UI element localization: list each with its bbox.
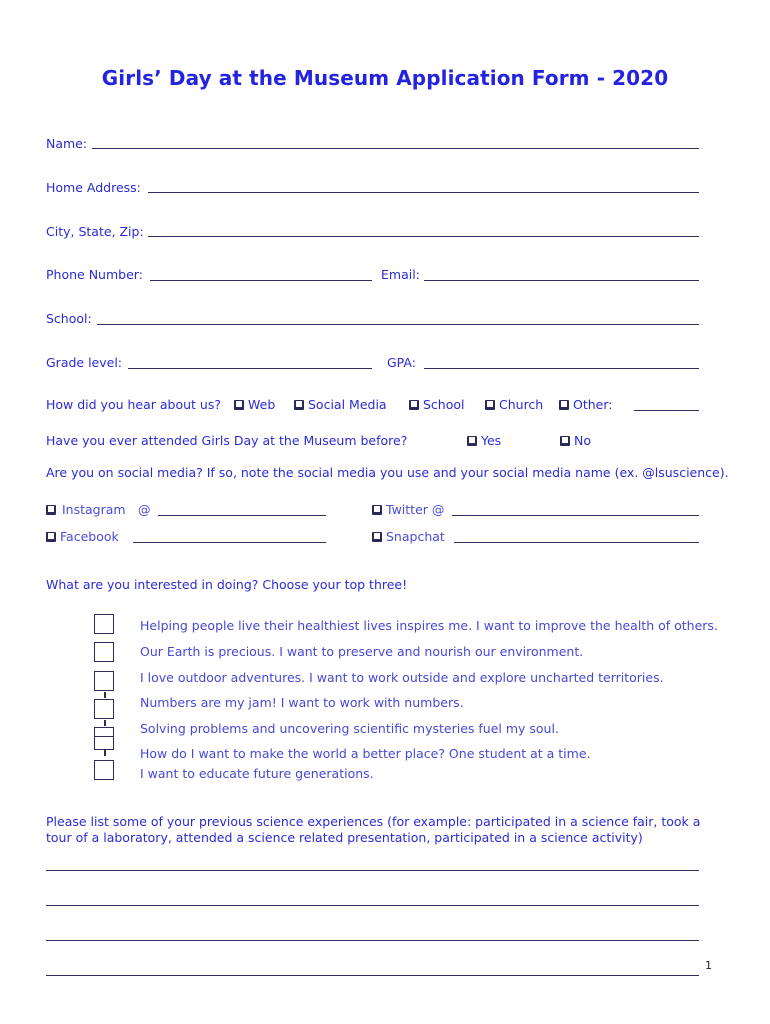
interest-item-4: Numbers are my jam! I want to work with numbers.: [140, 695, 464, 710]
snapchat-option[interactable]: Snapchat: [372, 529, 445, 544]
email-field[interactable]: [424, 280, 699, 281]
checkbox-icon: [294, 400, 304, 410]
gpa-field[interactable]: [424, 368, 699, 369]
page-number: 1: [705, 959, 712, 972]
option-web[interactable]: Web: [234, 397, 275, 412]
interest-checkbox-1[interactable]: [94, 614, 114, 634]
hear-about-question: How did you hear about us?: [46, 397, 221, 412]
checkbox-icon: [560, 436, 570, 446]
box-connector: [104, 692, 106, 698]
city-state-zip-label: City, State, Zip:: [46, 224, 144, 239]
checkbox-icon: [234, 400, 244, 410]
grade-level-field[interactable]: [128, 368, 372, 369]
attended-question: Have you ever attended Girls Day at the Museum before?: [46, 433, 408, 448]
interest-checkbox-2[interactable]: [94, 642, 114, 662]
interest-item-2: Our Earth is precious. I want to preserve and nourish our environment.: [140, 644, 584, 659]
checkbox-icon: [409, 400, 419, 410]
interest-checkbox-7[interactable]: [94, 760, 114, 780]
social-question: Are you on social media? If so, note the social media you use and your social media name (ex. @lsuscience).: [46, 465, 729, 480]
phone-label: Phone Number:: [46, 267, 143, 282]
checkbox-icon: [372, 505, 382, 515]
experience-prompt: Please list some of your previous science experiences (for example: participated in a science fair, took a tour of a laboratory, attended a science related presentation, participated in a science activity): [46, 814, 701, 845]
option-other[interactable]: Other:: [559, 397, 612, 412]
checkbox-icon: [46, 505, 56, 515]
interest-item-5: Solving problems and uncovering scientific mysteries fuel my soul.: [140, 721, 559, 736]
home-address-field[interactable]: [148, 192, 699, 193]
interest-item-7: I want to educate future generations.: [140, 766, 374, 781]
interest-item-6: How do I want to make the world a better place? One student at a time.: [140, 746, 591, 761]
twitter-option[interactable]: Twitter @: [372, 502, 444, 517]
checkbox-icon: [559, 400, 569, 410]
instagram-at: @: [138, 502, 151, 517]
attended-no[interactable]: No: [560, 433, 591, 448]
facebook-field[interactable]: [133, 542, 326, 543]
instagram-option[interactable]: Instagram: [46, 502, 126, 517]
experience-line-3[interactable]: [46, 940, 699, 941]
twitter-field[interactable]: [452, 515, 699, 516]
checkbox-icon: [467, 436, 477, 446]
option-church[interactable]: Church: [485, 397, 543, 412]
gpa-label: GPA:: [387, 355, 416, 370]
experience-line-4[interactable]: [46, 975, 699, 976]
name-field[interactable]: [92, 148, 699, 149]
other-field[interactable]: [634, 410, 699, 411]
interest-checkbox-4[interactable]: [94, 699, 114, 719]
email-label: Email:: [381, 267, 420, 282]
interest-checkbox-6[interactable]: [94, 736, 114, 750]
option-school[interactable]: School: [409, 397, 465, 412]
option-social-media[interactable]: Social Media: [294, 397, 387, 412]
snapchat-field[interactable]: [454, 542, 699, 543]
grade-level-label: Grade level:: [46, 355, 123, 370]
interest-checkbox-3[interactable]: [94, 671, 114, 691]
attended-yes[interactable]: Yes: [467, 433, 501, 448]
checkbox-icon: [372, 532, 382, 542]
checkbox-icon: [485, 400, 495, 410]
phone-field[interactable]: [150, 280, 372, 281]
facebook-option[interactable]: Facebook: [46, 529, 119, 544]
experience-line-1[interactable]: [46, 870, 699, 871]
experience-line-2[interactable]: [46, 905, 699, 906]
home-address-label: Home Address:: [46, 180, 141, 195]
interest-item-3: I love outdoor adventures. I want to work outside and explore uncharted territories.: [140, 670, 664, 685]
city-state-zip-field[interactable]: [148, 236, 699, 237]
page-title: Girls’ Day at the Museum Application Form - 2020: [101, 66, 669, 90]
checkbox-icon: [46, 532, 56, 542]
school-field[interactable]: [97, 324, 699, 325]
school-label: School:: [46, 311, 92, 326]
interest-item-1: Helping people live their healthiest lives inspires me. I want to improve the health of others.: [140, 618, 718, 633]
name-label: Name:: [46, 136, 88, 151]
box-connector: [104, 720, 106, 726]
box-connector: [104, 750, 106, 756]
interests-question: What are you interested in doing? Choose your top three!: [46, 577, 408, 592]
instagram-field[interactable]: [158, 515, 326, 516]
